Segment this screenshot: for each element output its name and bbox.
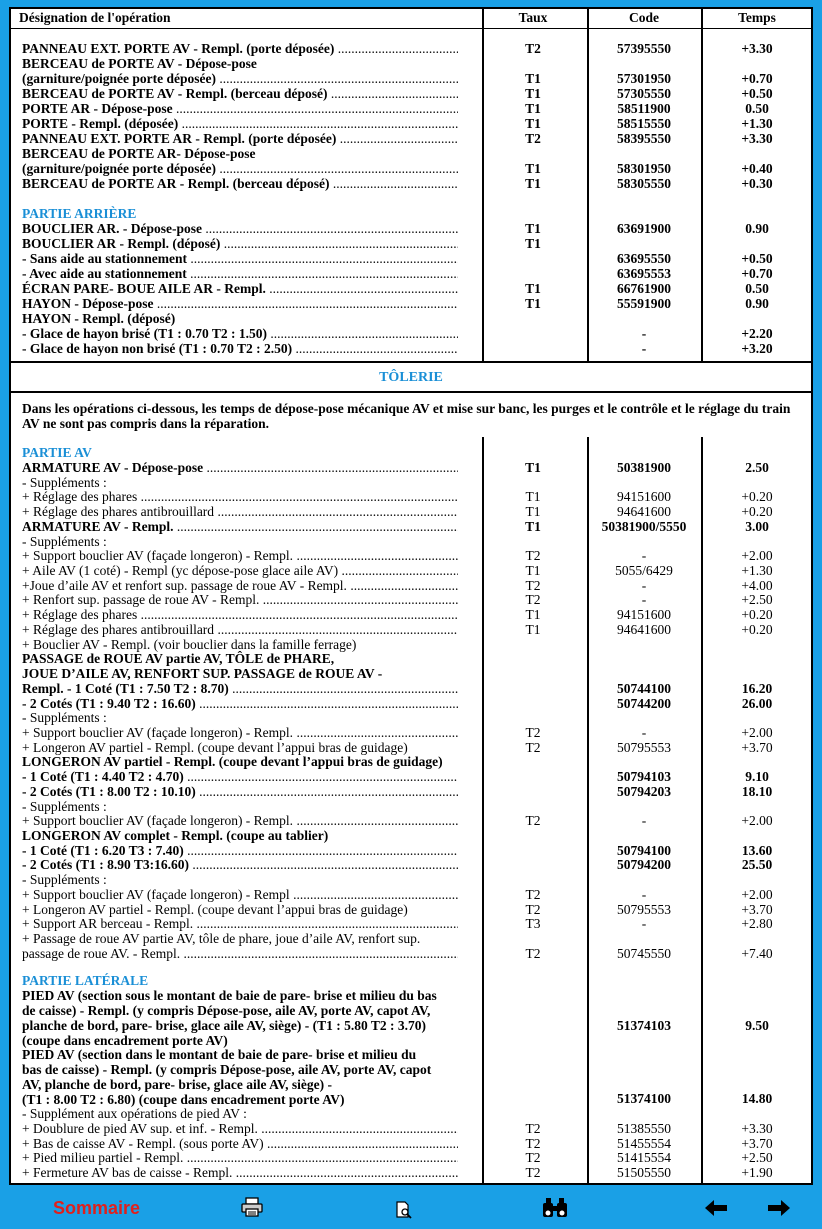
table-row (11, 607, 811, 622)
intro-paragraph: Dans les opérations ci-dessous, les temps de dépose-pose mécanique AV et mise sur banc, les purges et le contrôle et le réglage du train AV ne sont pas compris dans la réparation. (22, 401, 791, 431)
table-row (11, 563, 811, 578)
table-row (11, 622, 811, 637)
table-row (11, 740, 811, 755)
cell-description: + Longeron AV partiel - Rempl. (coupe devant l’appui bras de guidage) (22, 901, 408, 917)
cell-description: ÉCRAN PARE- BOUE AILE AR - Rempl. ..... (22, 281, 458, 296)
cell-taux: T2 (525, 813, 541, 829)
cell-temps: +0.40 (741, 161, 773, 176)
table-row (11, 266, 811, 281)
cell-description: + Doublure de pied AV sup. et inf. - Rempl. ..... (22, 1121, 458, 1136)
table-row (11, 916, 811, 931)
cell-description: - Glace de hayon brisé (T1 : 0.70 T2 : 1.50) ..... (22, 326, 458, 341)
cell-description: - Suppléments : (22, 533, 107, 549)
table-row (11, 946, 811, 961)
arrow-right-icon[interactable] (768, 1200, 790, 1216)
cell-description: LONGERON AV complet - Rempl. (coupe au tablier) (22, 828, 329, 843)
cell-taux: T2 (525, 1135, 541, 1151)
cell-code: 51455554 (617, 1135, 671, 1151)
cell-description: + Renfort sup. passage de roue AV - Rempl. ..... (22, 592, 458, 607)
cell-code: 51505550 (617, 1165, 671, 1181)
table-row (11, 931, 811, 946)
table-row (11, 475, 811, 490)
table-row (11, 902, 811, 917)
cell-taux: T1 (525, 176, 541, 191)
table-row (11, 281, 811, 296)
cell-description: PORTE - Rempl. (déposée) ..... (22, 116, 458, 131)
cell-code: 66761900 (617, 281, 671, 296)
section-partie-av: PARTIE AV (22, 445, 92, 460)
table-row (11, 519, 811, 534)
cell-code: 50744200 (617, 695, 671, 711)
cell-description: + Passage de roue AV partie AV, tôle de phare, joue d’aile AV, renfort sup. (22, 931, 421, 947)
cell-description: ARMATURE AV - Dépose-pose ..... (22, 460, 458, 475)
binoculars-icon[interactable] (541, 1197, 569, 1219)
cell-code: - (641, 724, 647, 740)
cell-description: LONGERON AV partiel - Rempl. (coupe devant l’appui bras de guidage) (22, 754, 443, 770)
section-divider (11, 361, 811, 363)
cell-description: + Support bouclier AV (façade longeron) - Rempl. ..... (22, 548, 458, 563)
cell-temps: +0.70 (741, 266, 773, 281)
cell-temps: +0.50 (741, 251, 773, 266)
cell-code: 94151600 (617, 489, 671, 505)
table-row (11, 799, 811, 814)
cell-description: - Suppléments : (22, 872, 107, 888)
table-row (11, 592, 811, 607)
cell-temps: +0.30 (741, 176, 773, 191)
table-row (11, 251, 811, 266)
cell-description: + Fermeture AV bas de caisse - Rempl. ..... (22, 1165, 458, 1180)
cell-code: 5055/6429 (615, 563, 673, 579)
cell-description: PANNEAU EXT. PORTE AV - Rempl. (porte déposée) ..... (22, 41, 458, 56)
header-code: Code (629, 10, 659, 25)
cell-description: BERCEAU de PORTE AR - Rempl. (berceau déposé) ..... (22, 176, 458, 191)
table-row (11, 176, 811, 191)
cell-code: 50744100 (617, 680, 671, 696)
cell-taux: T2 (525, 548, 541, 564)
pied-av-1-description: PIED AV (section sous le montant de baie de pare- brise et milieu du bas de caisse) - Rempl. (y compris Dépose-pose, aile AV, porte AV, capot AV, planche de bord, pare- brise, glace aile AV, siège) - (T1 : 5.80 T2 : 3.70) (coupe dans encadrement porte AV) (22, 988, 437, 1048)
cell-taux: T1 (525, 101, 541, 116)
table-row (11, 637, 811, 652)
cell-temps: +7.40 (741, 945, 773, 961)
table-row (11, 666, 811, 681)
search-page-icon[interactable] (395, 1201, 413, 1219)
cell-taux: T2 (525, 724, 541, 740)
cell-taux: T1 (525, 71, 541, 86)
table-row (11, 131, 811, 146)
cell-description: + Réglage des phares ..... (22, 607, 458, 622)
cell-taux: T2 (525, 131, 541, 146)
cell-description: PANNEAU EXT. PORTE AR - Rempl. (porte déposée) ..... (22, 131, 458, 146)
cell-temps: +3.30 (741, 131, 773, 146)
table-row (11, 769, 811, 784)
table-row (11, 56, 811, 71)
cell-description: HAYON - Rempl. (déposé) (22, 311, 176, 326)
section-divider (11, 391, 811, 393)
cell-code: 57395550 (617, 41, 671, 56)
cell-code: - (641, 341, 647, 356)
cell-description: JOUE D’AILE AV, RENFORT SUP. PASSAGE de ROUE AV - (22, 666, 383, 682)
cell-temps: +3.30 (741, 41, 773, 56)
cell-description: + Pied milieu partiel - Rempl. ..... (22, 1150, 458, 1165)
cell-taux: T2 (525, 1165, 541, 1181)
cell-temps: 13.60 (741, 842, 773, 858)
cell-taux: T2 (525, 1150, 541, 1166)
cell-temps: 9.10 (745, 769, 769, 785)
cell-taux: T1 (525, 86, 541, 101)
table-row (11, 872, 811, 887)
cell-description: - Glace de hayon non brisé (T1 : 0.70 T2 : 2.50) ..... (22, 341, 458, 356)
table-row (11, 754, 811, 769)
pied-av-1-temps: 9.50 (745, 1018, 769, 1033)
table-row (11, 710, 811, 725)
cell-description: + Bouclier AV - Rempl. (voir bouclier dans la famille ferrage) (22, 636, 357, 652)
cell-code: 50381900 (617, 460, 671, 475)
cell-temps: 25.50 (741, 857, 773, 873)
cell-description: +Joue d’aile AV et renfort sup. passage de roue AV - Rempl. ..... (22, 578, 458, 593)
table-row (11, 161, 811, 176)
cell-code: 58515550 (617, 116, 671, 131)
cell-description: BERCEAU de PORTE AV - Dépose-pose (22, 56, 257, 71)
cell-description: + Support AR berceau - Rempl. ..... (22, 916, 458, 931)
table-row (11, 578, 811, 593)
cell-temps: +2.00 (741, 886, 773, 902)
cell-code: 94641600 (617, 504, 671, 520)
cell-temps: 0.50 (745, 101, 769, 116)
cell-taux: T1 (525, 563, 541, 579)
cell-temps: 18.10 (741, 783, 773, 799)
cell-description: BOUCLIER AR. - Dépose-pose ..... (22, 221, 458, 236)
cell-temps: +3.70 (741, 739, 773, 755)
cell-taux: T2 (525, 886, 541, 902)
pied-av-2-temps: 14.80 (741, 1091, 773, 1106)
cell-description: BERCEAU de PORTE AV - Rempl. (berceau déposé) ..... (22, 86, 458, 101)
cell-code: - (641, 813, 647, 829)
cell-temps: +1.90 (741, 1165, 773, 1181)
cell-temps: +1.30 (741, 563, 773, 579)
cell-description: - Sans aide au stationnement ..... (22, 251, 458, 266)
cell-code: 63695550 (617, 251, 671, 266)
cell-description: + Réglage des phares antibrouillard ..... (22, 504, 458, 519)
cell-description: PORTE AR - Dépose-pose ..... (22, 101, 458, 116)
cell-taux: T2 (525, 577, 541, 593)
cell-description: - 1 Coté (T1 : 6.20 T3 : 7.40) ..... (22, 843, 458, 858)
cell-code: 50745550 (617, 945, 671, 961)
table-row (11, 41, 811, 56)
document-page (9, 7, 813, 1185)
cell-code: - (641, 326, 647, 341)
table-row (11, 146, 811, 161)
cell-description: + Réglage des phares ..... (22, 489, 458, 504)
cell-code: - (641, 916, 647, 932)
cell-code: 50795553 (617, 901, 671, 917)
cell-code: 58301950 (617, 161, 671, 176)
cell-temps: +0.20 (741, 504, 773, 520)
table-row (11, 1150, 811, 1165)
cell-code: 50795553 (617, 739, 671, 755)
cell-description: - 2 Cotés (T1 : 8.00 T2 : 10.10) ..... (22, 784, 458, 799)
table-row (11, 1165, 811, 1180)
cell-temps: +0.20 (741, 607, 773, 623)
table-row (11, 696, 811, 711)
table-row (11, 296, 811, 311)
cell-taux: T2 (525, 739, 541, 755)
cell-code: 57301950 (617, 71, 671, 86)
cell-description: + Aile AV (1 coté) - Rempl (yc dépose-pose glace aile AV) ..... (22, 563, 458, 578)
cell-temps: 16.20 (741, 680, 773, 696)
cell-temps: 26.00 (741, 695, 773, 711)
cell-taux: T1 (525, 607, 541, 623)
table-row (11, 1106, 811, 1121)
cell-description: + Longeron AV partiel - Rempl. (coupe devant l’appui bras de guidage) (22, 739, 408, 755)
table-row (11, 86, 811, 101)
cell-description: HAYON - Dépose-pose ..... (22, 296, 458, 311)
table-row (11, 489, 811, 504)
cell-temps: +0.70 (741, 71, 773, 86)
cell-taux: T1 (525, 281, 541, 296)
cell-code: 63695553 (617, 266, 671, 281)
table-row (11, 651, 811, 666)
cell-taux: T2 (525, 945, 541, 961)
cell-description: - 2 Cotés (T1 : 9.40 T2 : 16.60) ..... (22, 696, 458, 711)
cell-temps: +2.00 (741, 548, 773, 564)
table-row (11, 341, 811, 356)
cell-temps: +3.70 (741, 1135, 773, 1151)
cell-temps: +3.20 (741, 341, 773, 356)
cell-description: (garniture/poignée porte déposée) ..... (22, 161, 458, 176)
printer-icon[interactable] (241, 1197, 263, 1217)
cell-description: - Supplément aux opérations de pied AV : (22, 1106, 247, 1121)
section-partie-laterale: PARTIE LATÉRALE (22, 973, 149, 988)
cell-taux: T1 (525, 296, 541, 311)
cell-temps: +2.50 (741, 592, 773, 608)
table-row (11, 326, 811, 341)
cell-temps: 0.50 (745, 281, 769, 296)
table-row (11, 534, 811, 549)
cell-taux: T2 (525, 1120, 541, 1136)
cell-taux: T1 (525, 489, 541, 505)
table-row (11, 725, 811, 740)
table-row (11, 460, 811, 475)
pied-av-2-code: 51374100 (617, 1091, 671, 1106)
cell-temps: 3.00 (745, 518, 769, 534)
cell-description: Rempl. - 1 Coté (T1 : 7.50 T2 : 8.70) ..... (22, 681, 458, 696)
cell-description: + Bas de caisse AV - Rempl. (sous porte AV) ..... (22, 1136, 458, 1151)
cell-temps: +2.80 (741, 916, 773, 932)
table-row (11, 887, 811, 902)
cell-code: 50794103 (617, 769, 671, 785)
cell-temps: +4.00 (741, 577, 773, 593)
table-row (11, 681, 811, 696)
cell-code: 51385550 (617, 1120, 671, 1136)
table-row (11, 813, 811, 828)
cell-description: - Suppléments : (22, 474, 107, 490)
cell-code: 50794100 (617, 842, 671, 858)
cell-description: - Avec aide au stationnement ..... (22, 266, 458, 281)
tolerie-title: TÔLERIE (379, 370, 443, 385)
table-row (11, 548, 811, 563)
sommaire-link[interactable]: Sommaire (53, 1198, 141, 1218)
cell-taux: T2 (525, 41, 541, 56)
table-row (11, 1136, 811, 1151)
cell-code: - (641, 577, 647, 593)
table-row (11, 504, 811, 519)
table-row (11, 843, 811, 858)
table-row (11, 221, 811, 236)
cell-taux: T1 (525, 221, 541, 236)
cell-temps: +0.50 (741, 86, 773, 101)
cell-code: - (641, 548, 647, 564)
table-header (11, 9, 811, 29)
table-row (11, 311, 811, 326)
cell-code: 50381900/5550 (601, 518, 687, 534)
table-row (11, 828, 811, 843)
cell-temps: +2.00 (741, 813, 773, 829)
cell-code: - (641, 592, 647, 608)
cell-code: 57305550 (617, 86, 671, 101)
cell-code: 58511900 (617, 101, 671, 116)
cell-temps: 0.90 (745, 296, 769, 311)
cell-description: ARMATURE AV - Rempl. ..... (22, 519, 458, 534)
header-designation: Désignation de l'opération (19, 10, 171, 25)
cell-code: 50794203 (617, 783, 671, 799)
cell-description: BERCEAU de PORTE AR- Dépose-pose (22, 146, 256, 161)
cell-taux: T1 (525, 161, 541, 176)
footer-toolbar (0, 1190, 822, 1229)
table-row (11, 1121, 811, 1136)
cell-taux: T1 (525, 116, 541, 131)
cell-code: 58305550 (617, 176, 671, 191)
cell-code: 55591900 (617, 296, 671, 311)
cell-description: - 1 Coté (T1 : 4.40 T2 : 4.70) ..... (22, 769, 458, 784)
cell-temps: +1.30 (741, 116, 773, 131)
table-row (11, 236, 811, 251)
cell-code: 94641600 (617, 621, 671, 637)
cell-code: 51415554 (617, 1150, 671, 1166)
cell-taux: T2 (525, 901, 541, 917)
cell-temps: +2.20 (741, 326, 773, 341)
header-taux: Taux (518, 10, 548, 25)
cell-code: 50794200 (617, 857, 671, 873)
cell-description: PASSAGE de ROUE AV partie AV, TÔLE de PHARE, (22, 651, 335, 667)
cell-code: 94151600 (617, 607, 671, 623)
table-row (11, 71, 811, 86)
cell-temps: +2.00 (741, 724, 773, 740)
cell-description: passage de roue AV. - Rempl. ..... (22, 946, 458, 961)
cell-description: + Support bouclier AV (façade longeron) - Rempl. ..... (22, 813, 458, 828)
cell-taux: T2 (525, 592, 541, 608)
cell-code: 63691900 (617, 221, 671, 236)
cell-taux: T1 (525, 460, 541, 475)
cell-description: (garniture/poignée porte déposée) ..... (22, 71, 458, 86)
table-row (11, 857, 811, 872)
pied-av-2-description: PIED AV (section dans le montant de baie de pare- brise et milieu du bas de caisse) - Rempl. (y compris Dépose-pose, aile AV, porte AV, capot AV, planche de bord, pare- brise, glace aile AV, siège) - (T1 : 8.00 T2 : 6.80) (coupe dans encadrement porte AV) (22, 1047, 432, 1107)
pied-av-1-code: 51374103 (617, 1018, 671, 1033)
cell-description: BOUCLIER AR - Rempl. (déposé) ..... (22, 236, 458, 251)
cell-taux: T1 (525, 236, 541, 251)
cell-taux: T1 (525, 518, 541, 534)
cell-temps: +2.50 (741, 1150, 773, 1166)
header-temps: Temps (738, 10, 776, 25)
cell-code: - (641, 886, 647, 902)
cell-description: - Suppléments : (22, 710, 107, 726)
cell-description: + Support bouclier AV (façade longeron) - Rempl. ..... (22, 725, 458, 740)
cell-temps: +0.20 (741, 621, 773, 637)
cell-taux: T1 (525, 621, 541, 637)
cell-temps: +3.30 (741, 1120, 773, 1136)
cell-temps: +3.70 (741, 901, 773, 917)
table-row (11, 101, 811, 116)
table-row (11, 784, 811, 799)
cell-taux: T1 (525, 504, 541, 520)
cell-taux: T3 (525, 916, 541, 932)
arrow-left-icon[interactable] (705, 1200, 727, 1216)
cell-temps: +0.20 (741, 489, 773, 505)
cell-description: - Suppléments : (22, 798, 107, 814)
table-row (11, 116, 811, 131)
section-partie-arriere: PARTIE ARRIÈRE (22, 206, 137, 221)
cell-description: - 2 Cotés (T1 : 8.90 T3:16.60) ..... (22, 857, 458, 872)
cell-code: 58395550 (617, 131, 671, 146)
cell-description: + Réglage des phares antibrouillard ..... (22, 622, 458, 637)
cell-temps: 2.50 (745, 460, 769, 475)
cell-description: + Support bouclier AV (façade longeron) - Rempl ..... (22, 887, 458, 902)
cell-temps: 0.90 (745, 221, 769, 236)
